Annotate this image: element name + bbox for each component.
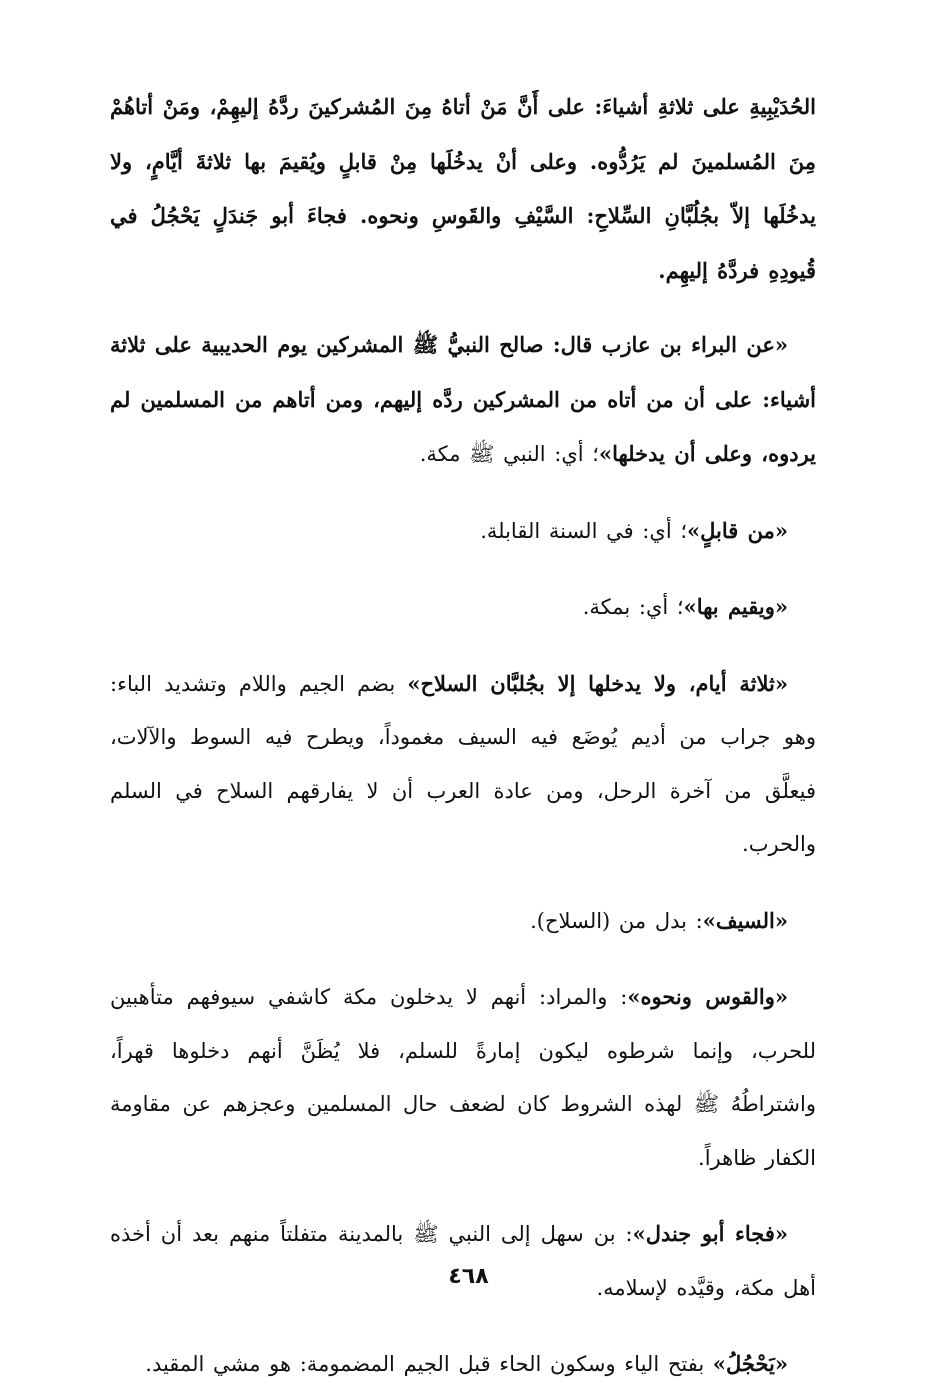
- commentary-text: ؛ أي: بمكة.: [582, 595, 684, 619]
- quoted-term: «ثلاثة أيام، ولا يدخلها إلا بجُلبَّان السلاح»: [407, 670, 788, 696]
- commentary-text: : بن سهل إلى النبي ﷺ بالمدينة متفلتاً منهم بعد أن أخذه أهل مكة، وقيَّده لإسلامه.: [110, 1222, 816, 1300]
- commentary-paragraph-julubban: [110, 657, 816, 872]
- commentary-text: بضم الجيم واللام وتشديد الباء: وهو جراب من أديم يُوضَع فيه السيف مغموداً، ويطرح فيه السوط والآلات، فيعلَّق من آخرة الرحل، ومن عادة العرب أن لا يفارقهم السلاح في السلم والحرب.: [110, 671, 816, 856]
- commentary-paragraph-qaws: [110, 970, 816, 1185]
- hadith-text: الحُدَيْبِيةِ على ثلاثةِ أشياءَ: على أَنَّ مَنْ أتاهُ مِنَ المُشركينَ ردَّهُ إليهِمْ، ومَنْ أتاهُمْ مِنَ المُسلمينَ لم يَرُدُّوه. وعلى أنْ يدخُلَها مِنْ قابلٍ ويُقيمَ بها ثلاثةَ أيَّامٍ، ولا يدخُلَها إلاّ بجُلُبَّانِ السِّلاحِ: السَّيْفِ والقَوسِ ونحوه. فجاءَ أبو جَندَلٍ يَحْجُلُ في قُيودِهِ فردَّهُ إليهِم.: [110, 94, 816, 283]
- commentary-text: : بدل من (السلاح).: [530, 908, 703, 933]
- quoted-term: «السيف»: [702, 907, 788, 933]
- quoted-term: «من قابلٍ»: [687, 517, 788, 543]
- quoted-term: «والقوس ونحوه»: [627, 984, 789, 1009]
- commentary-paragraph-bara: [110, 318, 816, 482]
- quoted-term: «يَحْجُلُ»: [712, 1351, 788, 1376]
- commentary-text: ؛ أي: النبي ﷺ مكة.: [419, 442, 599, 466]
- commentary-text: ؛ أي: في السنة القابلة.: [480, 518, 688, 543]
- commentary-text: : والمراد: أنهم لا يدخلون مكة كاشفي سيوفهم متأهبين للحرب، وإنما شرطوه ليكون إمارةً للسلم، فلا يُظَنَّ أنهم دخلوها قهراً، واشتراطُهُ ﷺ لهذه الشروط كان لضعف حال المسلمين وعجزهم عن مقاومة الكفار ظاهراً.: [110, 985, 816, 1170]
- continued-hadith-paragraph: [110, 80, 816, 298]
- commentary-paragraph-abu-jandal: [110, 1207, 816, 1315]
- commentary-paragraph-yahjul: [110, 1337, 816, 1392]
- commentary-paragraph-yuqim: [110, 580, 816, 635]
- book-page: [110, 80, 816, 1376]
- commentary-paragraph-min-qabil: [110, 504, 816, 559]
- quoted-term: «ويقيم بها»: [683, 594, 788, 619]
- quoted-term: «فجاء أبو جندل»: [632, 1221, 788, 1246]
- quoted-hadith: «عن البراء بن عازب قال: صالح النبيُّ ﷺ المشركين يوم الحديبية على ثلاثة أشياء: على أن من أتاه من المشركين ردَّه إليهم، ومن أتاهم من المسلمين لم يردوه، وعلى أن يدخلها»: [110, 332, 816, 466]
- commentary-paragraph-sayf: [110, 894, 816, 949]
- page-number: ٤٦٨: [448, 1264, 489, 1289]
- commentary-text: بفتح الياء وسكون الحاء قبل الجيم المضمومة: هو مشي المقيد.: [145, 1352, 713, 1376]
